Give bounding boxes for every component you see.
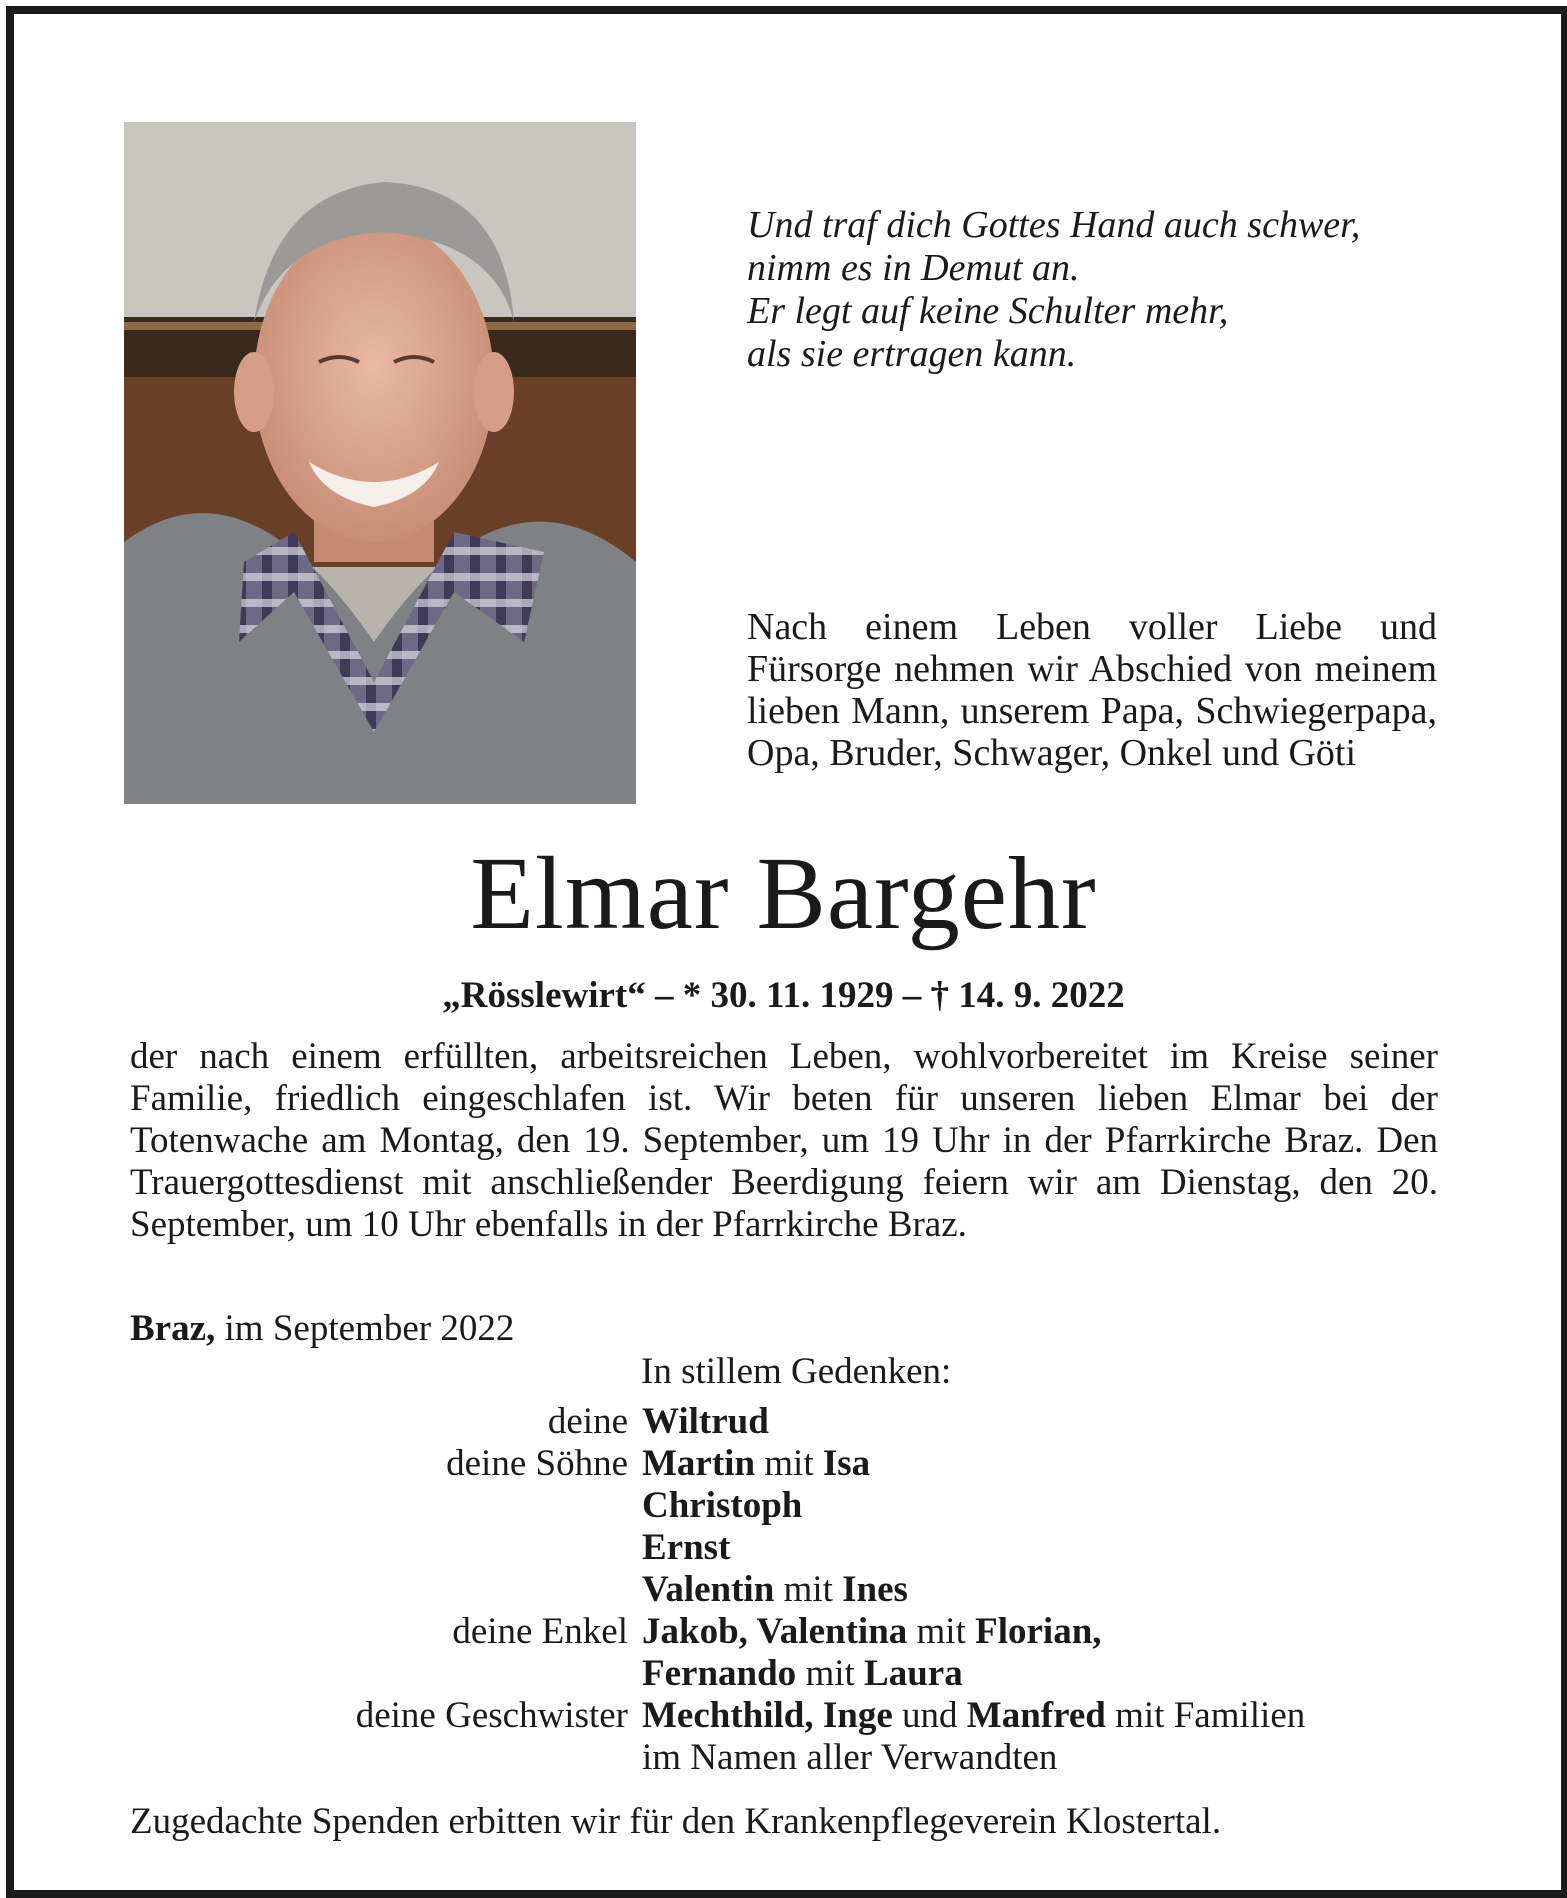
mourner-row: [130, 1485, 1450, 1527]
mourner-relation: [130, 1527, 642, 1569]
mourners-list: [130, 1401, 1450, 1779]
mourner-name: Manfred: [966, 1695, 1106, 1736]
mourner-row: [130, 1653, 1450, 1695]
mourner-name: Isa: [822, 1443, 871, 1484]
place-town: Braz,: [130, 1308, 216, 1349]
mourning-title: In stillem Gedenken:: [641, 1351, 952, 1392]
mourner-row: [130, 1527, 1450, 1569]
verse-line: Und traf dich Gottes Hand auch schwer,: [747, 204, 1361, 246]
mourner-name: Jakob, Valentina: [642, 1611, 908, 1652]
verse-line: Er legt auf keine Schulter mehr,: [747, 290, 1229, 332]
mourner-connector: mit: [796, 1653, 865, 1694]
mourner-names: [642, 1737, 1450, 1779]
mourner-relation: deine Söhne: [446, 1443, 628, 1484]
mourner-name: Ernst: [642, 1527, 731, 1568]
mourner-names: [642, 1527, 1450, 1569]
mourner-connector: im Namen aller Verwandten: [642, 1737, 1058, 1778]
mourner-relation: deine: [547, 1401, 628, 1442]
mourner-relation: [130, 1737, 642, 1779]
mourner-connector: mit Familien: [1105, 1695, 1306, 1736]
mourner-relation: [130, 1569, 642, 1611]
mourner-name: Florian,: [975, 1611, 1102, 1652]
mourner-connector: und: [892, 1695, 967, 1736]
mourner-name: Valentin: [642, 1569, 775, 1610]
mourner-names: [642, 1695, 1450, 1737]
mourner-name: Wiltrud: [642, 1401, 769, 1442]
verse-line: nimm es in Demut an.: [747, 247, 1080, 289]
verse-block: [747, 204, 1447, 376]
mourner-names: [642, 1485, 1450, 1527]
mourner-row: [130, 1443, 1450, 1485]
mourner-row: [130, 1695, 1450, 1737]
mourner-name: Mechthild, Inge: [642, 1695, 893, 1736]
mourner-names: [642, 1401, 1450, 1443]
mourner-row: [130, 1569, 1450, 1611]
mourner-names: [642, 1569, 1450, 1611]
mourner-names: [642, 1653, 1450, 1695]
mourner-connector: mit: [907, 1611, 976, 1652]
life-dates: „Rösslewirt“ – * 30. 11. 1929 – † 14. 9. 2022: [442, 975, 1125, 1016]
mourner-row: [130, 1401, 1450, 1443]
place-date: [130, 1308, 514, 1350]
mourner-relation: [130, 1653, 642, 1695]
mourner-names: [642, 1443, 1450, 1485]
mourner-names: [642, 1611, 1450, 1653]
mourner-relation: deine Enkel: [452, 1611, 628, 1652]
portrait-photo: [124, 122, 636, 804]
mourner-row: [130, 1611, 1450, 1653]
intro-paragraph: Nach einem Leben voller Liebe und Fürsorge nehmen wir Abschied von meinem lieben Mann, unserem Papa, Schwiegerpapa, Opa, Bruder, Schwager, Onkel und Göti: [747, 606, 1437, 774]
place-date-text: im September 2022: [215, 1308, 515, 1349]
mourner-relation: [130, 1485, 642, 1527]
mourner-name: Laura: [864, 1653, 963, 1694]
donations-note: Zugedachte Spenden erbitten wir für den Krankenpflegeverein Klostertal.: [130, 1801, 1222, 1842]
mourner-relation: deine Geschwister: [355, 1695, 628, 1736]
mourner-name: Ines: [842, 1569, 908, 1610]
mourner-name: Christoph: [642, 1485, 803, 1526]
verse-line: als sie ertragen kann.: [747, 333, 1077, 375]
mourner-name: Fernando: [642, 1653, 797, 1694]
body-paragraph: der nach einem erfüllten, arbeitsreichen Leben, wohlvorbereitet im Kreise seiner Familie, friedlich eingeschlafen ist. Wir beten für unseren lieben Elmar bei der Totenwache am Montag, den 19. September, um 19 Uhr in der Pfarrkirche Braz. Den Trauergottesdienst mit anschließender Beerdigung feiern wir am Dienstag, den 20. September, um 10 Uhr ebenfalls in der Pfarrkirche Braz.: [130, 1036, 1438, 1245]
mourner-connector: mit: [755, 1443, 823, 1484]
mourner-name: Martin: [642, 1443, 756, 1484]
mourner-row: [130, 1737, 1450, 1779]
deceased-name: Elmar Bargehr: [470, 836, 1097, 951]
mourner-connector: mit: [774, 1569, 843, 1610]
